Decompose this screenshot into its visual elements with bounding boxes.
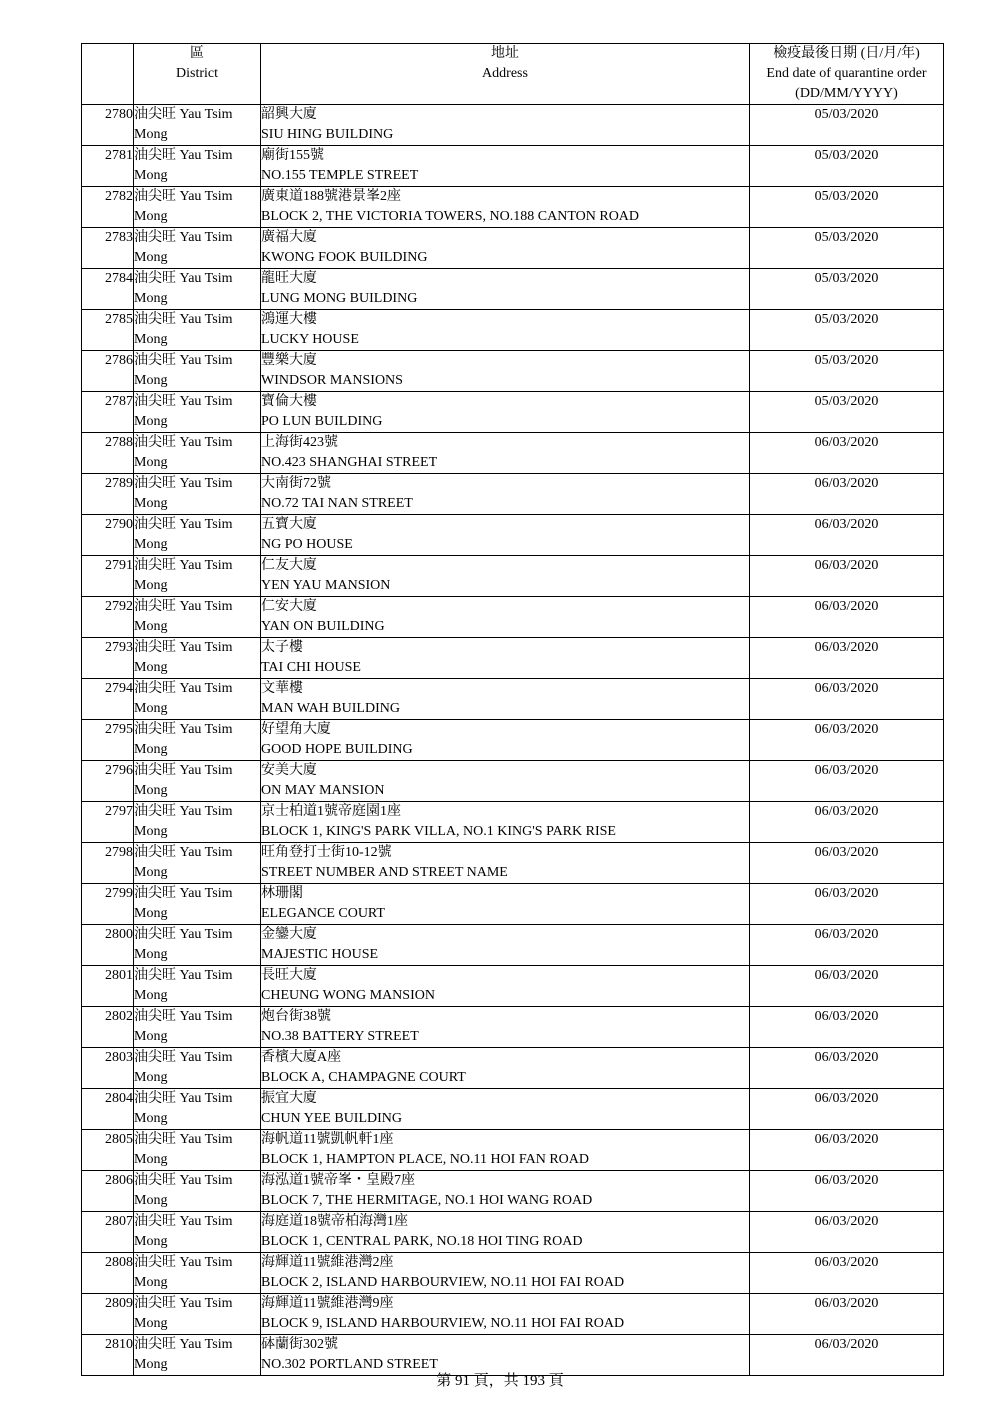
table-row [82,515,944,556]
row-number: 2801 [82,966,134,1007]
row-address-en: BLOCK 1, CENTRAL PARK, NO.18 HOI TING ROAD [261,1234,583,1249]
row-district-en: Mong [134,414,168,429]
row-address [261,474,750,515]
row-district [134,720,261,761]
row-date: 06/03/2020 [750,1089,944,1130]
row-address [261,556,750,597]
row-district-zh: 油尖旺 Yau Tsim [134,763,233,778]
row-number: 2802 [82,1007,134,1048]
row-district-en: Mong [134,1193,168,1208]
row-address [261,638,750,679]
table-row [82,720,944,761]
row-address-zh: 五寶大廈 [261,517,317,532]
row-district-zh: 油尖旺 Yau Tsim [134,1132,233,1147]
row-number: 2780 [82,105,134,146]
row-district [134,884,261,925]
row-date: 06/03/2020 [750,761,944,802]
row-date: 06/03/2020 [750,1048,944,1089]
table-row [82,884,944,925]
row-district [134,761,261,802]
row-address-zh: 香檳大廈A座 [261,1050,342,1065]
table-row [82,1048,944,1089]
row-number: 2799 [82,884,134,925]
row-address-zh: 廣福大廈 [261,230,317,245]
row-date: 06/03/2020 [750,1253,944,1294]
row-address [261,679,750,720]
row-district-en: Mong [134,209,168,224]
row-address [261,1171,750,1212]
row-district [134,1007,261,1048]
row-district [134,1171,261,1212]
header-district-en: District [176,66,218,81]
row-address-en: ELEGANCE COURT [261,906,385,921]
row-number: 2806 [82,1171,134,1212]
row-number: 2796 [82,761,134,802]
row-district [134,679,261,720]
row-address-zh: 廣東道188號港景峯2座 [261,189,401,204]
header-date [750,44,944,105]
row-district-zh: 油尖旺 Yau Tsim [134,1214,233,1229]
row-district-zh: 油尖旺 Yau Tsim [134,1255,233,1270]
row-district-en: Mong [134,619,168,634]
row-date: 05/03/2020 [750,310,944,351]
row-district [134,1089,261,1130]
row-number: 2790 [82,515,134,556]
row-address-zh: 安美大廈 [261,763,317,778]
row-district-en: Mong [134,701,168,716]
row-district [134,351,261,392]
header-district [134,44,261,105]
row-district-zh: 油尖旺 Yau Tsim [134,517,233,532]
table-row [82,1294,944,1335]
row-district-en: Mong [134,127,168,142]
row-district-zh: 油尖旺 Yau Tsim [134,271,233,286]
row-date: 05/03/2020 [750,269,944,310]
row-address [261,1007,750,1048]
header-number [82,44,134,105]
table-row [82,638,944,679]
row-district-zh: 油尖旺 Yau Tsim [134,312,233,327]
row-district [134,802,261,843]
row-address-en: PO LUN BUILDING [261,414,383,429]
row-number: 2798 [82,843,134,884]
row-address-zh: 海帆道11號凱帆軒1座 [261,1132,394,1147]
row-district-zh: 油尖旺 Yau Tsim [134,1091,233,1106]
row-date: 06/03/2020 [750,474,944,515]
row-district-en: Mong [134,783,168,798]
table-row [82,761,944,802]
row-address-en: BLOCK A, CHAMPAGNE COURT [261,1070,466,1085]
row-district-zh: 油尖旺 Yau Tsim [134,558,233,573]
row-district [134,556,261,597]
row-address [261,105,750,146]
row-district [134,925,261,966]
row-district-en: Mong [134,455,168,470]
row-number: 2810 [82,1335,134,1376]
row-address [261,228,750,269]
table-row [82,187,944,228]
row-district-en: Mong [134,1152,168,1167]
row-address [261,392,750,433]
row-address-en: BLOCK 1, KING'S PARK VILLA, NO.1 KING'S PARK RISE [261,824,616,839]
table-row [82,1212,944,1253]
row-address-zh: 海輝道11號維港灣2座 [261,1255,394,1270]
row-address-en: WINDSOR MANSIONS [261,373,403,388]
row-date: 06/03/2020 [750,966,944,1007]
row-date: 06/03/2020 [750,1294,944,1335]
row-address-zh: 長旺大廈 [261,968,317,983]
row-number: 2800 [82,925,134,966]
row-address-en: BLOCK 1, HAMPTON PLACE, NO.11 HOI FAN ROAD [261,1152,589,1167]
row-number: 2808 [82,1253,134,1294]
row-district-en: Mong [134,1070,168,1085]
row-address-zh: 文華樓 [261,681,303,696]
table-row [82,1007,944,1048]
row-address [261,269,750,310]
row-district-zh: 油尖旺 Yau Tsim [134,886,233,901]
row-number: 2805 [82,1130,134,1171]
table-row [82,966,944,1007]
row-address [261,761,750,802]
row-district-en: Mong [134,250,168,265]
row-number: 2786 [82,351,134,392]
header-district-zh: 區 [190,46,204,61]
row-address-en: BLOCK 2, ISLAND HARBOURVIEW, NO.11 HOI FAI ROAD [261,1275,625,1290]
table-row [82,597,944,638]
table-row [82,802,944,843]
row-district-en: Mong [134,906,168,921]
row-address [261,966,750,1007]
table-row [82,925,944,966]
table-row [82,228,944,269]
row-date: 05/03/2020 [750,351,944,392]
row-district-zh: 油尖旺 Yau Tsim [134,148,233,163]
quarantine-table [81,43,944,1376]
row-date: 06/03/2020 [750,720,944,761]
row-number: 2792 [82,597,134,638]
row-date: 06/03/2020 [750,925,944,966]
row-district-en: Mong [134,1316,168,1331]
row-district [134,1048,261,1089]
table-row [82,105,944,146]
row-district [134,843,261,884]
row-date: 05/03/2020 [750,392,944,433]
row-district-zh: 油尖旺 Yau Tsim [134,1173,233,1188]
row-date: 06/03/2020 [750,884,944,925]
row-address-zh: 韶興大廈 [261,107,317,122]
row-address-en: YAN ON BUILDING [261,619,385,634]
page-number: 第 91 頁，共 193 頁 [436,1373,564,1389]
row-address-zh: 海庭道18號帝柏海灣1座 [261,1214,408,1229]
row-date: 06/03/2020 [750,1335,944,1376]
row-number: 2788 [82,433,134,474]
row-district [134,474,261,515]
row-address-zh: 豐樂大廈 [261,353,317,368]
row-district-en: Mong [134,1234,168,1249]
row-district-en: Mong [134,537,168,552]
row-address [261,1253,750,1294]
row-number: 2803 [82,1048,134,1089]
row-district [134,1253,261,1294]
row-address-en: NG PO HOUSE [261,537,353,552]
row-address-en: CHEUNG WONG MANSION [261,988,435,1003]
row-number: 2782 [82,187,134,228]
row-address-zh: 好望角大廈 [261,722,331,737]
row-date: 06/03/2020 [750,1171,944,1212]
row-number: 2809 [82,1294,134,1335]
row-date: 05/03/2020 [750,187,944,228]
row-district [134,105,261,146]
row-address [261,515,750,556]
row-district [134,638,261,679]
row-address-zh: 寶倫大樓 [261,394,317,409]
row-date: 06/03/2020 [750,1007,944,1048]
row-district-en: Mong [134,332,168,347]
row-district-en: Mong [134,168,168,183]
row-district-en: Mong [134,865,168,880]
row-address-en: LUNG MONG BUILDING [261,291,418,306]
header-date-format: (DD/MM/YYYY) [795,86,898,101]
row-address [261,1294,750,1335]
row-address-zh: 仁安大廈 [261,599,317,614]
row-district-en: Mong [134,742,168,757]
row-district-zh: 油尖旺 Yau Tsim [134,394,233,409]
row-district-en: Mong [134,373,168,388]
row-number: 2807 [82,1212,134,1253]
row-district-zh: 油尖旺 Yau Tsim [134,640,233,655]
row-address-zh: 旺角登打士街10-12號 [261,845,392,860]
row-date: 06/03/2020 [750,556,944,597]
table-row [82,1130,944,1171]
row-address [261,597,750,638]
row-address-en: MAN WAH BUILDING [261,701,400,716]
row-address-zh: 海泓道1號帝峯・皇殿7座 [261,1173,415,1188]
row-district-zh: 油尖旺 Yau Tsim [134,107,233,122]
row-address-en: BLOCK 2, THE VICTORIA TOWERS, NO.188 CANTON ROAD [261,209,640,224]
table-row [82,433,944,474]
row-address-en: NO.38 BATTERY STREET [261,1029,419,1044]
row-address-en: NO.423 SHANGHAI STREET [261,455,438,470]
row-number: 2797 [82,802,134,843]
row-date: 06/03/2020 [750,843,944,884]
row-address [261,433,750,474]
row-district-en: Mong [134,1357,168,1372]
row-number: 2791 [82,556,134,597]
table-row [82,474,944,515]
row-district-zh: 油尖旺 Yau Tsim [134,722,233,737]
table-row [82,269,944,310]
table-row [82,1253,944,1294]
row-address [261,146,750,187]
row-address-en: MAJESTIC HOUSE [261,947,379,962]
row-address-zh: 龍旺大廈 [261,271,317,286]
row-address [261,884,750,925]
row-district [134,146,261,187]
row-district-zh: 油尖旺 Yau Tsim [134,353,233,368]
table-row [82,1171,944,1212]
row-number: 2789 [82,474,134,515]
row-district-en: Mong [134,291,168,306]
row-date: 06/03/2020 [750,515,944,556]
row-date: 05/03/2020 [750,105,944,146]
row-district [134,1294,261,1335]
row-district [134,597,261,638]
row-number: 2794 [82,679,134,720]
row-district-zh: 油尖旺 Yau Tsim [134,927,233,942]
row-address-en: KWONG FOOK BUILDING [261,250,428,265]
row-number: 2804 [82,1089,134,1130]
table-row [82,1089,944,1130]
row-district [134,1212,261,1253]
table-row [82,843,944,884]
row-address-zh: 振宜大廈 [261,1091,317,1106]
row-address [261,925,750,966]
row-address-en: YEN YAU MANSION [261,578,391,593]
row-district [134,187,261,228]
row-address [261,310,750,351]
row-district-zh: 油尖旺 Yau Tsim [134,1050,233,1065]
row-address-zh: 太子樓 [261,640,303,655]
row-address-zh: 仁友大廈 [261,558,317,573]
table-header-row [82,44,944,105]
row-address-en: LUCKY HOUSE [261,332,359,347]
row-district-en: Mong [134,1111,168,1126]
row-address [261,720,750,761]
row-district [134,433,261,474]
header-date-en: End date of quarantine order [766,66,927,81]
header-address-en: Address [482,66,528,81]
row-district-en: Mong [134,660,168,675]
row-district-zh: 油尖旺 Yau Tsim [134,189,233,204]
row-date: 06/03/2020 [750,433,944,474]
row-address-en: NO.302 PORTLAND STREET [261,1357,438,1372]
row-address [261,1048,750,1089]
row-district-en: Mong [134,496,168,511]
row-district [134,392,261,433]
header-date-zh: 檢疫最後日期 (日/月/年) [773,46,920,61]
row-address [261,802,750,843]
row-district-en: Mong [134,1029,168,1044]
row-date: 06/03/2020 [750,597,944,638]
row-address [261,1212,750,1253]
row-district-zh: 油尖旺 Yau Tsim [134,1296,233,1311]
row-address-en: BLOCK 9, ISLAND HARBOURVIEW, NO.11 HOI FAI ROAD [261,1316,625,1331]
row-address-en: CHUN YEE BUILDING [261,1111,403,1126]
row-address [261,351,750,392]
row-address-en: SIU HING BUILDING [261,127,394,142]
row-address [261,1089,750,1130]
row-address-zh: 海輝道11號維港灣9座 [261,1296,394,1311]
row-district-zh: 油尖旺 Yau Tsim [134,804,233,819]
row-district-zh: 油尖旺 Yau Tsim [134,230,233,245]
row-district [134,1130,261,1171]
row-district-zh: 油尖旺 Yau Tsim [134,1009,233,1024]
row-address-en: NO.72 TAI NAN STREET [261,496,413,511]
row-date: 05/03/2020 [750,228,944,269]
row-address-zh: 上海街423號 [261,435,338,450]
row-district [134,269,261,310]
row-address-zh: 大南街72號 [261,476,331,491]
row-number: 2781 [82,146,134,187]
row-address-zh: 鴻運大樓 [261,312,317,327]
row-number: 2793 [82,638,134,679]
row-district-en: Mong [134,988,168,1003]
row-district [134,515,261,556]
row-district-zh: 油尖旺 Yau Tsim [134,1337,233,1352]
row-date: 06/03/2020 [750,1130,944,1171]
row-address [261,187,750,228]
header-address-zh: 地址 [491,46,519,61]
header-address [261,44,750,105]
row-number: 2785 [82,310,134,351]
row-district-en: Mong [134,1275,168,1290]
row-address-en: TAI CHI HOUSE [261,660,361,675]
row-date: 06/03/2020 [750,679,944,720]
table-row [82,351,944,392]
row-address [261,1130,750,1171]
row-district-en: Mong [134,824,168,839]
row-number: 2787 [82,392,134,433]
row-district [134,966,261,1007]
row-address-zh: 金鑾大廈 [261,927,317,942]
table-row [82,146,944,187]
row-address [261,843,750,884]
row-district-zh: 油尖旺 Yau Tsim [134,968,233,983]
row-district-zh: 油尖旺 Yau Tsim [134,845,233,860]
row-address-en: ON MAY MANSION [261,783,385,798]
row-district [134,310,261,351]
row-address-zh: 砵蘭街302號 [261,1337,338,1352]
row-address-zh: 廟街155號 [261,148,324,163]
row-district-en: Mong [134,578,168,593]
row-date: 06/03/2020 [750,1212,944,1253]
table-row [82,392,944,433]
row-date: 05/03/2020 [750,146,944,187]
row-address-zh: 炮台街38號 [261,1009,331,1024]
row-date: 06/03/2020 [750,802,944,843]
row-address-en: GOOD HOPE BUILDING [261,742,413,757]
row-date: 06/03/2020 [750,638,944,679]
table-body [82,105,944,1376]
table-row [82,679,944,720]
row-number: 2783 [82,228,134,269]
row-district-zh: 油尖旺 Yau Tsim [134,681,233,696]
row-address-en: NO.155 TEMPLE STREET [261,168,419,183]
row-number: 2784 [82,269,134,310]
table-row [82,310,944,351]
row-address-en: STREET NUMBER AND STREET NAME [261,865,508,880]
row-district-zh: 油尖旺 Yau Tsim [134,435,233,450]
row-district-en: Mong [134,947,168,962]
row-district-zh: 油尖旺 Yau Tsim [134,599,233,614]
row-address-zh: 京士柏道1號帝庭園1座 [261,804,401,819]
table-row [82,556,944,597]
row-address-zh: 林珊閣 [261,886,303,901]
row-district-zh: 油尖旺 Yau Tsim [134,476,233,491]
row-number: 2795 [82,720,134,761]
row-district [134,228,261,269]
row-address-en: BLOCK 7, THE HERMITAGE, NO.1 HOI WANG ROAD [261,1193,593,1208]
